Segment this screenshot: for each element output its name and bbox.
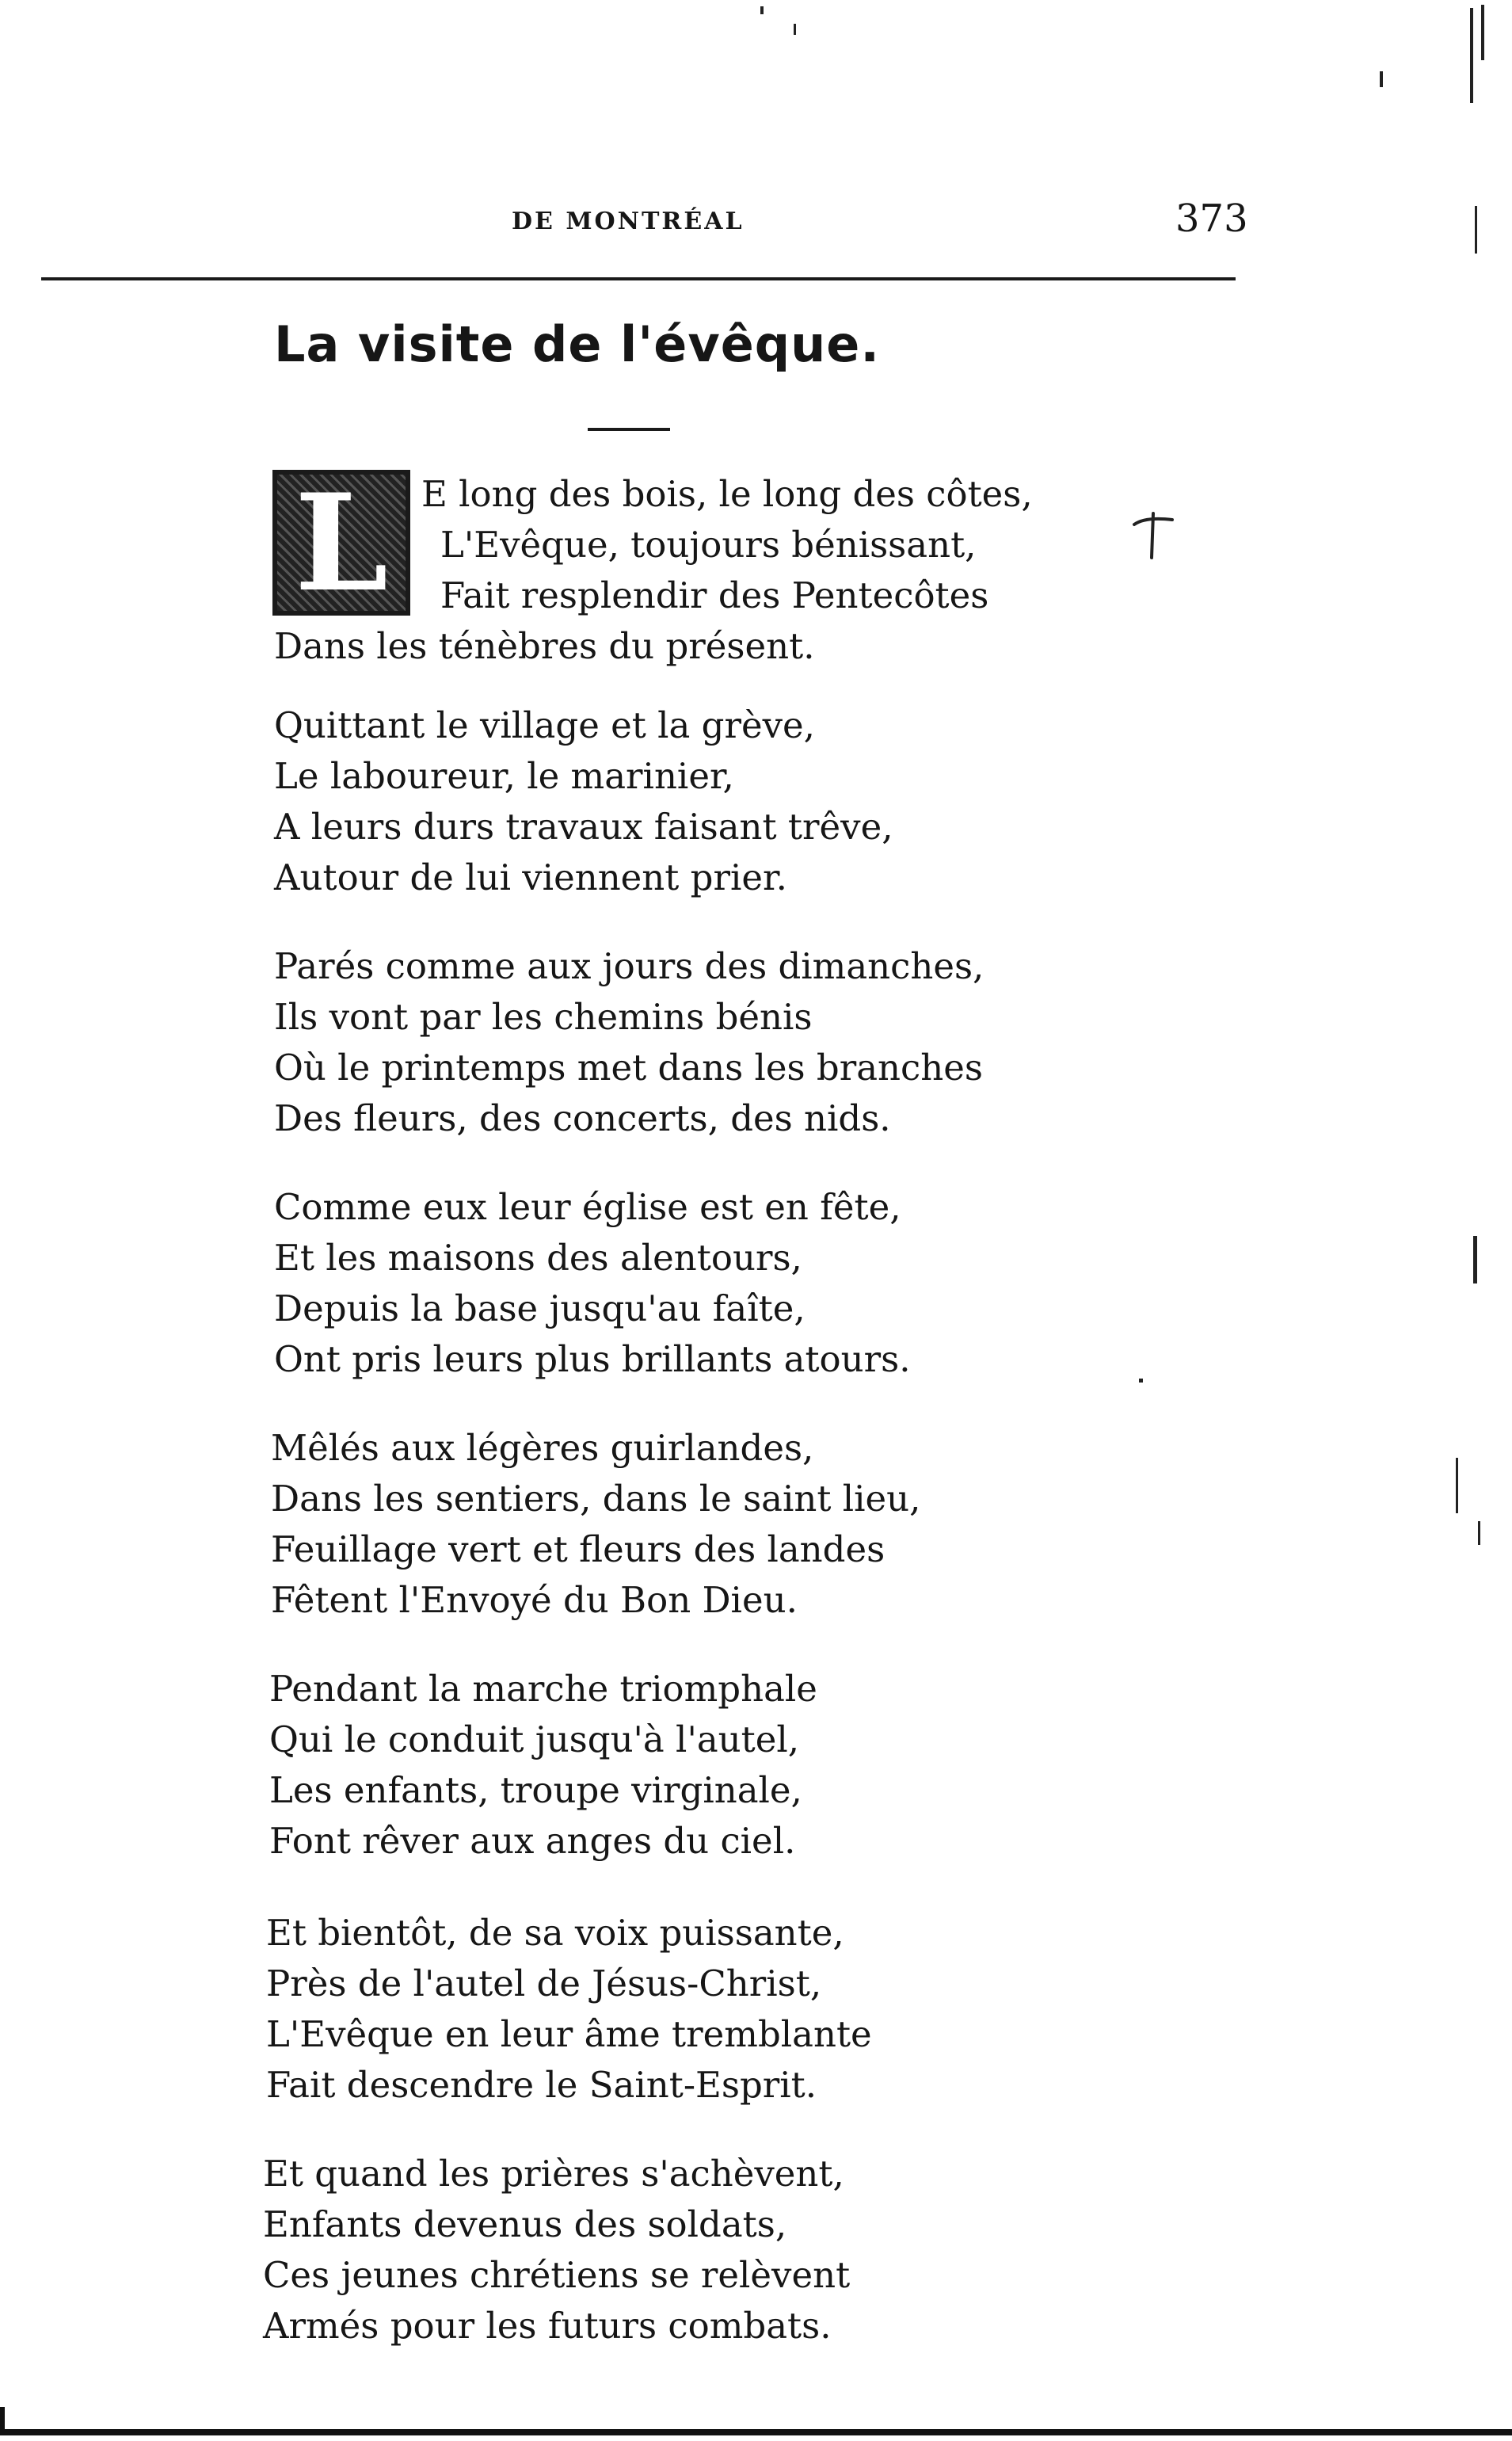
scan-bottom-edge [0, 2429, 1512, 2435]
poem-line: Des fleurs, des concerts, des nids. [274, 1097, 891, 1139]
scan-speck [760, 6, 764, 14]
poem-line: Et quand les prières s'achèvent, [263, 2153, 844, 2195]
header-rule [41, 277, 1236, 280]
poem-line: Autour de lui viennent prier. [274, 856, 787, 898]
poem-line: Fait descendre le Saint-Esprit. [266, 2064, 817, 2106]
poem-line: Fait resplendir des Pentecôtes [440, 574, 989, 616]
poem-line: Parés comme aux jours des dimanches, [274, 945, 985, 987]
poem-line: Armés pour les futurs combats. [263, 2305, 832, 2347]
poem-line: Près de l'autel de Jésus-Christ, [266, 1962, 822, 2004]
poem-line: Le laboureur, le marinier, [274, 755, 734, 797]
poem-line: Ont pris leurs plus brillants atours. [274, 1338, 911, 1380]
dropcap-letter: L [294, 464, 389, 621]
poem-title: La visite de l'évêque. [274, 315, 880, 373]
scan-speck [1473, 1236, 1477, 1283]
poem-line: Où le printemps met dans les branches [274, 1047, 983, 1089]
running-head: DE MONTRÉAL [512, 208, 745, 235]
ornamental-dropcap [272, 464, 410, 621]
poem-line: Les enfants, troupe virginale, [269, 1769, 802, 1811]
scan-speck [1456, 1458, 1458, 1513]
poem-line: Comme eux leur église est en fête, [274, 1186, 901, 1228]
scan-speck [1481, 5, 1484, 60]
poem-line: Fêtent l'Envoyé du Bon Dieu. [271, 1579, 798, 1621]
scan-speck [1139, 1379, 1143, 1383]
poem-line: E long des bois, le long des côtes, [421, 473, 1033, 515]
poem-line: Et les maisons des alentours, [274, 1237, 802, 1279]
scan-speck [794, 24, 796, 35]
poem-line: A leurs durs travaux faisant trêve, [274, 806, 893, 848]
poem-line: Quittant le village et la grève, [274, 704, 815, 746]
scan-speck [1380, 71, 1383, 87]
poem-line: Feuillage vert et fleurs des landes [271, 1528, 885, 1570]
scan-speck [1470, 8, 1473, 103]
poem-line: Depuis la base jusqu'au faîte, [274, 1287, 806, 1329]
scan-speck [1475, 206, 1477, 254]
poem-line: Et bientôt, de sa voix puissante, [266, 1912, 844, 1954]
poem-line: Enfants devenus des soldats, [263, 2203, 787, 2245]
page-number: 373 [1175, 196, 1248, 241]
poem-line: Dans les sentiers, dans le saint lieu, [271, 1478, 921, 1520]
poem-line: Ces jeunes chrétiens se relèvent [263, 2254, 851, 2296]
poem-line: L'Evêque en leur âme tremblante [266, 2013, 872, 2055]
page-edge-mark [0, 2407, 5, 2431]
poem-line: Dans les ténèbres du présent. [274, 625, 815, 667]
title-rule [588, 428, 670, 431]
handwritten-cross-mark [1129, 507, 1177, 563]
poem-line: Mêlés aux légères guirlandes, [271, 1427, 814, 1469]
poem-line: Qui le conduit jusqu'à l'autel, [269, 1718, 800, 1760]
poem-line: Pendant la marche triomphale [269, 1668, 817, 1710]
poem-line: Font rêver aux anges du ciel. [269, 1820, 796, 1862]
poem-line: Ils vont par les chemins bénis [274, 996, 813, 1038]
scan-speck [1478, 1521, 1480, 1545]
poem-line: L'Evêque, toujours bénissant, [440, 524, 977, 566]
